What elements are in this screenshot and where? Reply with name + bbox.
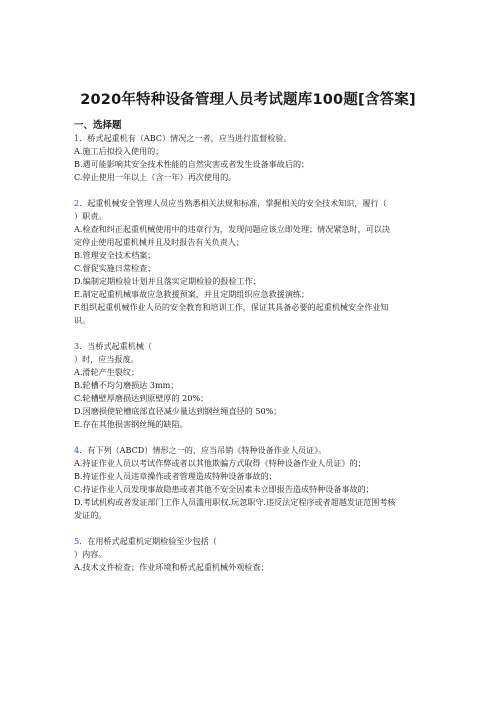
question-text: ．在用桥式起重机定期检验至少包括（ — [79, 536, 217, 546]
question-3 — [74, 340, 424, 431]
question-line: ）时，应当报废。 — [74, 354, 139, 364]
question-line: B.轮槽不均匀磨损达 3mm； — [74, 380, 179, 390]
question-line: B.持证作业人员违章操作或者管理造成特种设备事故的； — [74, 471, 277, 481]
question-line: A.施工后拟投入使用的； — [74, 146, 164, 156]
question-line: 发证的。 — [74, 510, 107, 520]
question-line: F.组织起重机械作业人员的安全教育和培训工作，保证其具备必要的起重机械安全作业知 — [74, 302, 389, 312]
question-line: B.遇可能影响其安全技术性能的自然灾害或者发生设备事故后的； — [74, 159, 310, 169]
document-body — [74, 119, 424, 574]
question-text: ．当桥式起重机械（ — [79, 341, 153, 351]
question-line: C.轮槽壁厚磨损达到原壁厚的 20%； — [74, 393, 209, 403]
question-line: ）职责。 — [74, 211, 107, 221]
question-number: 2 — [74, 198, 80, 208]
question-line: C.持证作业人员发现事故隐患或者其他不安全因素未立即报告造成特种设备事故的； — [74, 484, 374, 494]
question-text: ．有下列（ABCD）情形之一的，应当吊销《特种设备作业人员证》。 — [79, 445, 327, 455]
question-stem — [74, 535, 424, 548]
question-stem — [74, 132, 424, 145]
question-line: A.持证作业人员以考试作弊或者以其他欺骗方式取得《特种设备作业人员证》的； — [74, 458, 366, 468]
question-text: ．起重机械安全管理人员应当熟悉相关法规和标准，掌握相关的安全技术知识，履行（ — [79, 198, 387, 208]
question-stem — [74, 444, 424, 457]
question-text: ．桥式起重机有（ABC）情况之一者，应当进行监督检验。 — [79, 133, 292, 143]
question-line: 识。 — [74, 315, 91, 325]
question-number: 1 — [74, 133, 80, 143]
question-number: 5 — [74, 536, 80, 546]
question-line: C.督促实施日常检查； — [74, 263, 156, 273]
question-line: ）内容。 — [74, 549, 107, 559]
question-line: C.停止使用一年以上（含一年）再次使用的。 — [74, 172, 237, 182]
section-heading: 一、选择题 — [74, 120, 122, 131]
document-title: 2020年特种设备管理人员考试题库100题[含答案] — [80, 92, 416, 108]
question-5 — [74, 535, 424, 574]
question-line: A.滑轮产生裂纹； — [74, 367, 140, 377]
question-line: E.制定起重机械事故应急救援预案，并且定期组织应急救援演练； — [74, 289, 310, 299]
question-stem — [74, 340, 424, 353]
question-line: B.管理安全技术档案； — [74, 250, 156, 260]
question-number: 3 — [74, 341, 80, 351]
question-number: 4 — [74, 445, 80, 455]
question-2 — [74, 197, 424, 327]
question-stem — [74, 197, 424, 210]
question-line: A.检查和纠正起重机械使用中的违章行为，发现问题应该立即处理；情况紧急时，可以决 — [74, 224, 390, 234]
question-line: 定停止使用起重机械并且及时报告有关负责人； — [74, 237, 244, 247]
question-line: D.考试机构或者发证部门工作人员滥用职权.玩忽职守.违反法定程序或者超越发证范围考核 — [74, 497, 396, 507]
question-1 — [74, 132, 424, 184]
question-4 — [74, 444, 424, 522]
question-line: D.因磨损使轮槽底部直径减少量达到钢丝绳直径的 50%； — [74, 406, 282, 416]
question-line: E.存在其他损害钢丝绳的缺陷。 — [74, 419, 188, 429]
question-list — [74, 132, 424, 574]
question-line: D.编制定期检验计划并且落实定期检验的报检工作； — [74, 276, 261, 286]
question-line: A.技术文件检查；作业环境和桥式起重机械外观检查； — [74, 562, 269, 572]
